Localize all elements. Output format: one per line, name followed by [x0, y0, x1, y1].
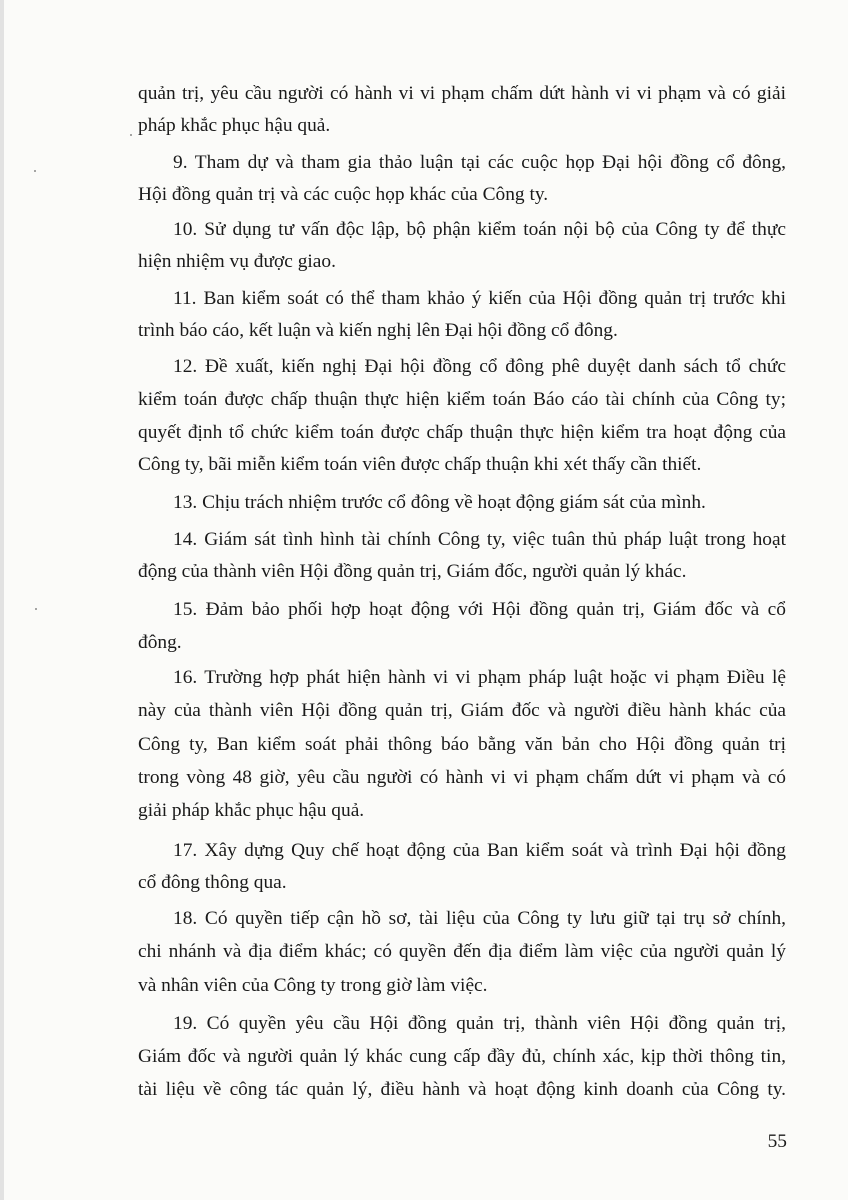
text-line: cổ đông thông qua. [138, 872, 287, 893]
text-line: quyết định tổ chức kiểm toán được chấp thuận thực hiện kiểm tra hoạt động của [138, 422, 786, 443]
text-line: trình báo cáo, kết luận và kiến nghị lên Đại hội đồng cổ đông. [138, 320, 618, 341]
scan-speck [35, 608, 37, 610]
text-line: trong vòng 48 giờ, yêu cầu người có hành vi vi phạm chấm dứt vi phạm và có [138, 767, 786, 788]
text-line: quản trị, yêu cầu người có hành vi vi phạm chấm dứt hành vi vi phạm và có giải [138, 83, 786, 104]
text-line: kiểm toán được chấp thuận thực hiện kiểm toán Báo cáo tài chính của Công ty; [138, 389, 786, 410]
text-line: 14. Giám sát tình hình tài chính Công ty, việc tuân thủ pháp luật trong hoạt [173, 529, 786, 550]
text-line: và nhân viên của Công ty trong giờ làm việc. [138, 975, 488, 996]
page-edge [0, 0, 4, 1200]
text-line: 10. Sử dụng tư vấn độc lập, bộ phận kiểm toán nội bộ của Công ty để thực [173, 219, 786, 240]
scan-speck [130, 134, 132, 136]
page-number: 55 [767, 1131, 787, 1152]
text-line: giải pháp khắc phục hậu quả. [138, 800, 365, 821]
text-line: này của thành viên Hội đồng quản trị, Giám đốc và người điều hành khác của [138, 700, 786, 721]
text-line: tài liệu về công tác quản lý, điều hành và hoạt động kinh doanh của Công ty. [138, 1079, 786, 1100]
text-line: chi nhánh và địa điểm khác; có quyền đến địa điểm làm việc của người quản lý [138, 941, 786, 962]
text-line: 17. Xây dựng Quy chế hoạt động của Ban kiểm soát và trình Đại hội đồng [173, 840, 786, 861]
text-line: Công ty, bãi miễn kiểm toán viên được chấp thuận khi xét thấy cần thiết. [138, 454, 702, 475]
text-line: động của thành viên Hội đồng quản trị, Giám đốc, người quản lý khác. [138, 561, 687, 582]
text-line: Công ty, Ban kiểm soát phải thông báo bằng văn bản cho Hội đồng quản trị [138, 734, 786, 755]
text-line: Giám đốc và người quản lý khác cung cấp đầy đủ, chính xác, kịp thời thông tin, [138, 1046, 786, 1067]
text-line: đông. [138, 632, 182, 653]
text-line: hiện nhiệm vụ được giao. [138, 251, 336, 272]
text-line: 18. Có quyền tiếp cận hồ sơ, tài liệu của Công ty lưu giữ tại trụ sở chính, [173, 908, 786, 929]
text-line: 12. Đề xuất, kiến nghị Đại hội đồng cổ đông phê duyệt danh sách tổ chức [173, 356, 786, 377]
text-line: 19. Có quyền yêu cầu Hội đồng quản trị, thành viên Hội đồng quản trị, [173, 1013, 786, 1034]
text-line: 9. Tham dự và tham gia thảo luận tại các cuộc họp Đại hội đồng cổ đông, [173, 152, 786, 173]
text-line: 13. Chịu trách nhiệm trước cổ đông về hoạt động giám sát của mình. [173, 492, 706, 513]
scan-speck [34, 170, 36, 172]
text-line: 16. Trường hợp phát hiện hành vi vi phạm pháp luật hoặc vi phạm Điều lệ [173, 667, 786, 688]
text-line: 11. Ban kiểm soát có thể tham khảo ý kiến của Hội đồng quản trị trước khi [173, 288, 786, 309]
text-line: Hội đồng quản trị và các cuộc họp khác của Công ty. [138, 184, 549, 205]
text-line: 15. Đảm bảo phối hợp hoạt động với Hội đồng quản trị, Giám đốc và cổ [173, 599, 786, 620]
text-line: pháp khắc phục hậu quả. [138, 115, 331, 136]
